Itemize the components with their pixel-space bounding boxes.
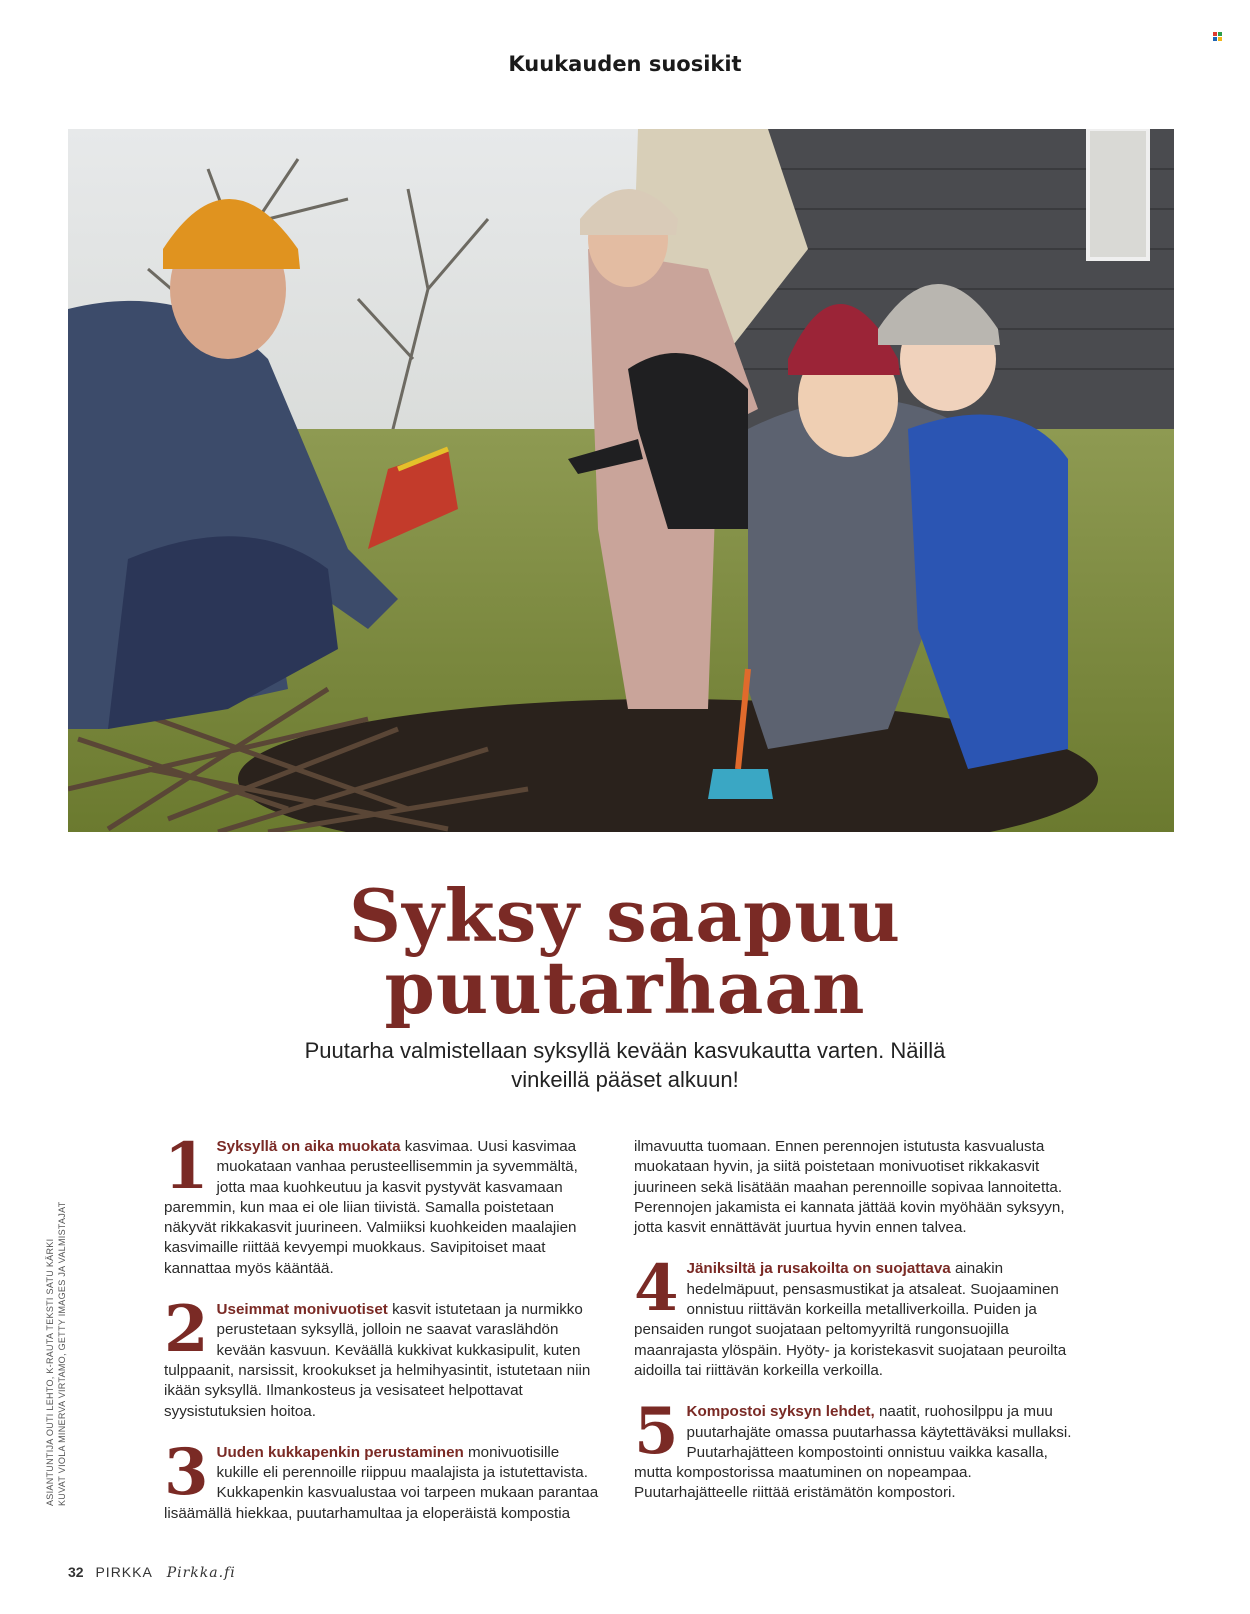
tip-lead: Useimmat monivuotiset — [216, 1301, 388, 1319]
article-title — [0, 873, 1250, 1030]
tip-1 — [164, 1129, 604, 1279]
text-column-left — [164, 1129, 604, 1545]
brand-name: PIRKKA — [95, 1564, 153, 1580]
tip-body — [164, 1129, 604, 1279]
tip-text: kasvimaa. Uusi kasvimaa muokataan vanhaa perusteellisemmin ja syvemmältä, jotta maa kuohkeutuu ja kasvit pystyvät kasvamaan paremmin, kun maa ei ole liian tiivistä. Samalla poistetaan näkyvät rikkakasvit juurineen. Valmiiksi kuohkeiden maalajien kasvimaille riittää kevyempi muokkaus. Savipitoiset maat kannattaa myös kääntää. — [164, 1138, 578, 1277]
tip-number: 5 — [634, 1394, 679, 1470]
tip-number: 1 — [164, 1129, 209, 1204]
article-title-line1: Syksy saapuu — [348, 873, 902, 958]
article-lede: Puutarha valmistellaan syksyllä kevään kasvukautta varten. Näillä vinkeillä pääset alkuun! — [304, 1038, 946, 1092]
tip-text: ainakin hedelmäpuut, pensasmustikat ja atsaleat. Suojaaminen onnistuu riittävän korkeilla metalliverkoilla. Puiden ja pensaiden rungot suojataan peltomyyriltä rungonsuojilla maanrajasta ylöspäin. Hyöty- ja koristekasvit suojataan peuroilta aidoilla tai riittävän korkeilla verkoilla. — [634, 1260, 1067, 1379]
tip-body — [164, 1434, 604, 1524]
tip-body — [164, 1292, 604, 1422]
tip-2 — [164, 1292, 604, 1422]
site-link[interactable]: Pirkka.fi — [166, 1565, 236, 1581]
tip-text: kasvit istutetaan ja nurmikko perustetaan syksyllä, jolloin ne saavat varaslähdön kevään kasvuun. Keväällä kukkivat kukkasipulit, kuten tulppaanit, narsissit, krookukset ja helmihyasintit, istutetaan niin ikään syksyllä. Ilmankosteus ja vesisateet helpottavat syysistutuksien hoitoa. — [164, 1301, 591, 1420]
tip-text: naatit, ruohosilppu ja muu puutarhajäte omassa puutarhassa käytettäväksi mullaksi. Puutarhajätteen kompostointi onnistuu vaikka kasalla, mutta kompostorissa maatuminen on nopeampaa. Puutarhajätteelle riittää eristämätön kompostori. — [634, 1403, 1072, 1502]
tip-5 — [634, 1394, 1074, 1503]
credits-line2: KUVAT VIOLA MINERVA VIRTAMO, GETTY IMAGES JA VALMISTAJAT — [57, 1201, 67, 1506]
photo-credits — [44, 1146, 80, 1506]
tip-lead: Syksyllä on aika muokata — [216, 1138, 401, 1155]
tip-number: 2 — [164, 1292, 209, 1368]
tip-lead: Kompostoi syksyn lehdet, — [686, 1403, 875, 1421]
tip-lead: Uuden kukkapenkin perustaminen — [216, 1443, 464, 1461]
tip-3 — [164, 1434, 604, 1524]
credits-line1: ASIANTUNTIJA OUTI LEHTO, K-RAUTA TEKSTI SATU KÄRKI — [45, 1238, 55, 1506]
tip-4 — [634, 1251, 1074, 1381]
section-label: Kuukauden suosikit — [508, 52, 742, 76]
tip-lead: Jäniksiltä ja rusakoilta on suojattava — [686, 1260, 951, 1278]
family-gardening-photo — [68, 129, 1174, 832]
text-column-right — [634, 1137, 1074, 1525]
tip-number: 3 — [164, 1434, 209, 1510]
tip-number: 4 — [634, 1251, 679, 1327]
tip-3-continuation: ilmavuutta tuomaan. Ennen perennojen istutusta kasvualusta muokataan hyvin, ja siitä poistetaan monivuotiset rikkakasvit juurineen sekä lisätään maahan perennoille sopivaa lannoitetta. Perennojen jakamista ei kannata jättää kovin myöhään syksyyn, jotta kasvit ennättävät juurtua hyvin ennen talvea. — [634, 1138, 1065, 1237]
tip-body — [634, 1251, 1074, 1381]
tip-text: monivuotisille kukille eli perennoille riippuu maalajista ja istutettavista. Kukkapenkin kasvualustaa voi tarpeen mukaan parantaa lisäämällä hiekkaa, puutarhamultaa ja eloperäistä kompostia — [164, 1443, 599, 1522]
brand-color-mark — [1213, 32, 1223, 42]
tip-body — [634, 1394, 1074, 1503]
page-number: 32 — [68, 1564, 84, 1580]
page-footer — [68, 1564, 236, 1581]
article-title-line2: puutarhaan — [384, 945, 866, 1030]
